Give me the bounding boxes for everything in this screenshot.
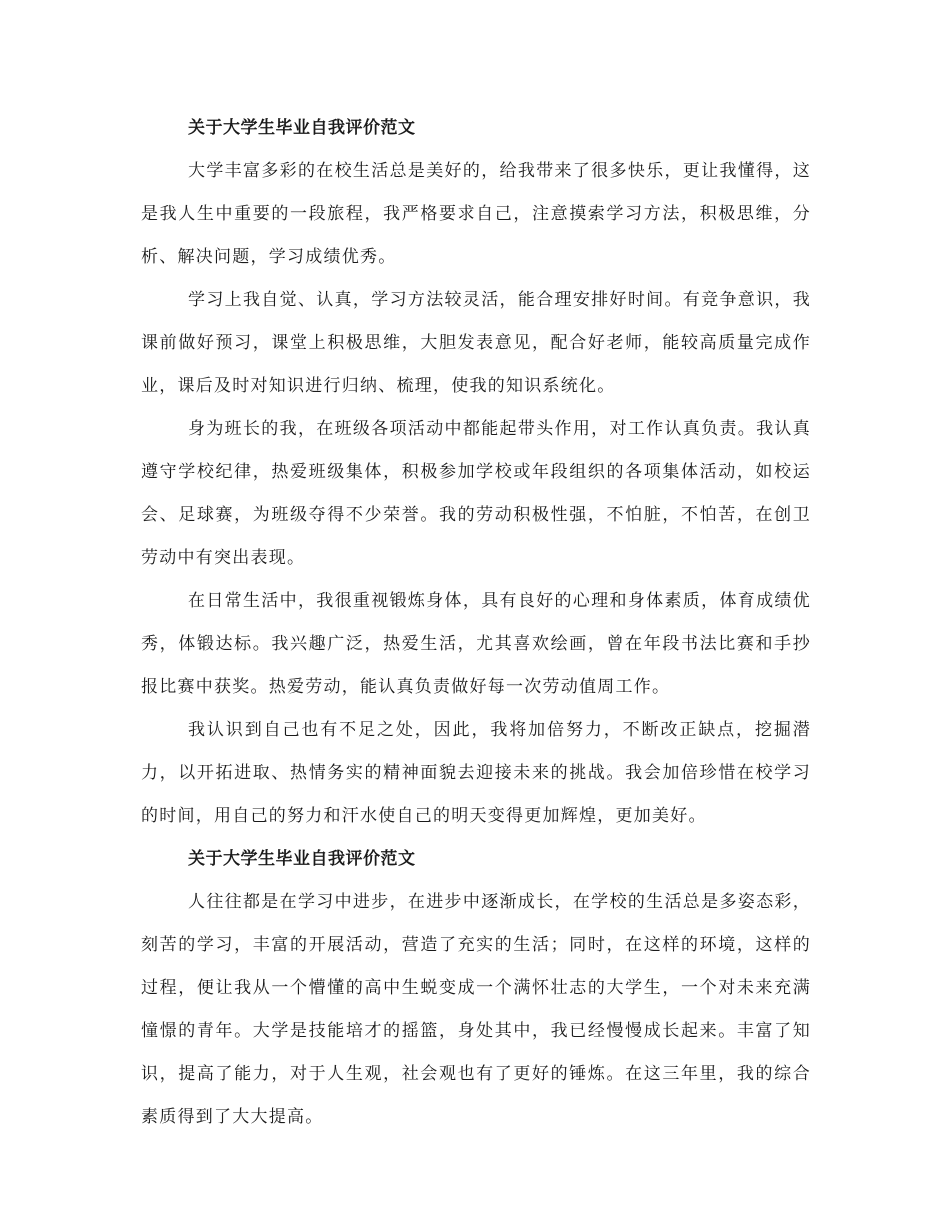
paragraph: 人往往都是在学习中进步，在进步中逐渐成长，在学校的生活总是多姿态彩，刻苦的学习，丰富的开展活动，营造了充实的生活；同时，在这样的环境，这样的过程，便让我从一个懵懂的高中生蜕变成一个满怀壮志的大学生，一个对未来充满憧憬的青年。大学是技能培才的摇篮，身处其中，我已经慢慢成长起来。丰富了知识，提高了能力，对于人生观，社会观也有了更好的锤炼。在这三年里，我的综合素质得到了大大提高。 xyxy=(141,892,811,1127)
essay-section xyxy=(141,838,811,1139)
paragraph: 身为班长的我，在班级各项活动中都能起带头作用，对工作认真负责。我认真遵守学校纪律，热爱班级集体，积极参加学校或年段组织的各项集体活动，如校运会、足球赛，为班级夺得不少荣誉。我的劳动积极性强，不怕脏，不怕苦，在创卫劳动中有突出表现。 xyxy=(141,419,811,568)
paragraph: 大学丰富多彩的在校生活总是美好的，给我带来了很多快乐，更让我懂得，这是我人生中重要的一段旅程，我严格要求自己，注意摸索学习方法，积极思维，分析、解决问题，学习成绩优秀。 xyxy=(141,161,811,267)
paragraph: 在日常生活中，我很重视锻炼身体，具有良好的心理和身体素质，体育成绩优秀，体锻达标。我兴趣广泛，热爱生活，尤其喜欢绘画，曾在年段书法比赛和手抄报比赛中获奖。热爱劳动，能认真负责做好每一次劳动值周工作。 xyxy=(141,591,811,697)
section-heading: 关于大学生毕业自我评价范文 xyxy=(188,849,416,869)
paragraph: 我认识到自己也有不足之处，因此，我将加倍努力，不断改正缺点，挖掘潜力，以开拓进取、热情务实的精神面貌去迎接未来的挑战。我会加倍珍惜在校学习的时间，用自己的努力和汗水使自己的明天变得更加辉煌，更加美好。 xyxy=(141,720,811,826)
document-page xyxy=(141,107,811,1139)
section-heading: 关于大学生毕业自我评价范文 xyxy=(188,118,416,138)
essay-section xyxy=(141,107,811,838)
paragraph: 学习上我自觉、认真，学习方法较灵活，能合理安排好时间。有竞争意识，我课前做好预习，课堂上积极思维，大胆发表意见，配合好老师，能较高质量完成作业，课后及时对知识进行归纳、梳理，使我的知识系统化。 xyxy=(141,290,811,396)
